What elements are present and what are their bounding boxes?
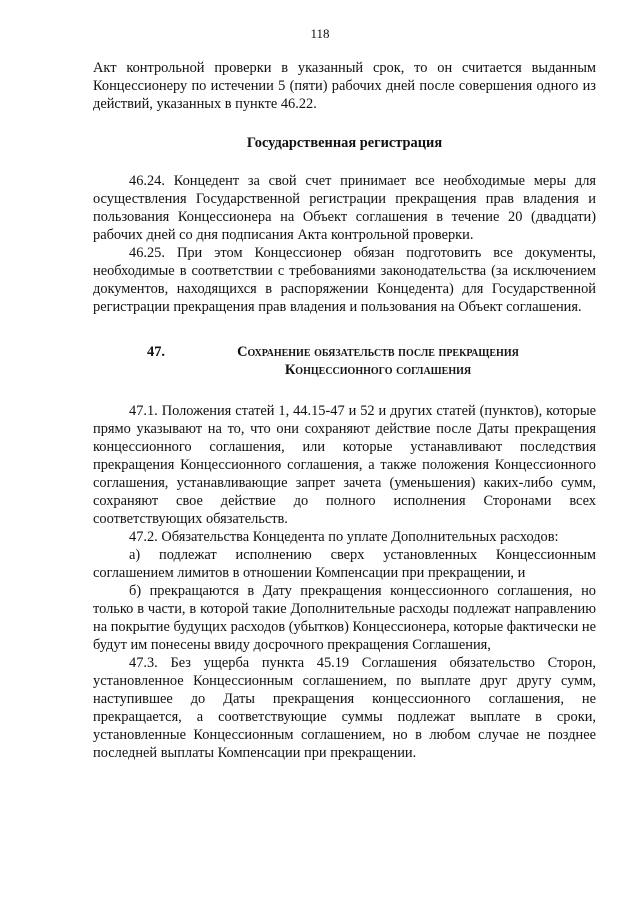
section-title-line-1: Сохранение обязательств после прекращения [237,344,519,360]
intro-paragraph: Акт контрольной проверки в указанный срок, то он считается выданным Концессионеру по истечении 5 (пяти) рабочих дней после совершения одного из действий, указанных в пункте 46.22. [93,60,596,112]
section-title-line-2: Концессионного соглашения [284,362,472,378]
section-47-heading [93,343,596,379]
page-content [93,59,596,762]
paragraph-46-24: 46.24. Концедент за свой счет принимает все необходимые меры для осуществления Государственной регистрации прекращения прав владения и пользования Концессионера на Объект соглашения в течение 20 (двадцати) рабочих дней со дня подписания Акта контрольной проверки. [93,173,596,243]
paragraph-47-3: 47.3. Без ущерба пункта 45.19 Соглашения обязательство Сторон, установленное Концессионным соглашением, по выплате друг другу сумм, наступившее до Даты прекращения концессионного соглашения, не прекращается, а соответствующие суммы подлежат выплате в сроки, установленные Концессионным соглашением, но в любом случае не позднее последней выплаты Компенсации при прекращении. [93,655,596,761]
paragraph-47-2: 47.2. Обязательства Концедента по уплате Дополнительных расходов: [129,529,559,545]
paragraph-47-1: 47.1. Положения статей 1, 44.15-47 и 52 и других статей (пунктов), которые прямо указывают на то, что они сохраняют действие после Даты прекращения концессионного соглашения, или которые устанавливают последствия прекращения Концессионного соглашения, а также положения Концессионного соглашения, устанавливающие запрет зачета (уменьшения) каких-либо сумм, сохраняют свое действие до полного исполнения Сторонами всех соответствующих обязательств. [93,403,596,527]
section-number: 47. [147,344,165,360]
paragraph-46-25: 46.25. При этом Концессионер обязан подготовить все документы, необходимые в соответствии с требованиями законодательства (за исключением документов, находящихся в распоряжении Концедента) для Государственной регистрации прекращения прав владения и пользования на Объект соглашения. [93,245,596,315]
state-registration-heading: Государственная регистрация [246,135,443,151]
paragraph-47-2-a: а) подлежат исполнению сверх установленных Концессионным соглашением лимитов в отношении Компенсации при прекращении, и [93,547,596,581]
paragraph-47-2-b: б) прекращаются в Дату прекращения концессионного соглашения, но только в части, в которой такие Дополнительные расходы подлежат направлению на покрытие будущих расходов (убытков) Концессионера, которые фактически не будут им понесены ввиду досрочного прекращения Соглашения, [93,583,596,653]
section-title [208,343,548,379]
page-number: 118 [310,26,330,41]
